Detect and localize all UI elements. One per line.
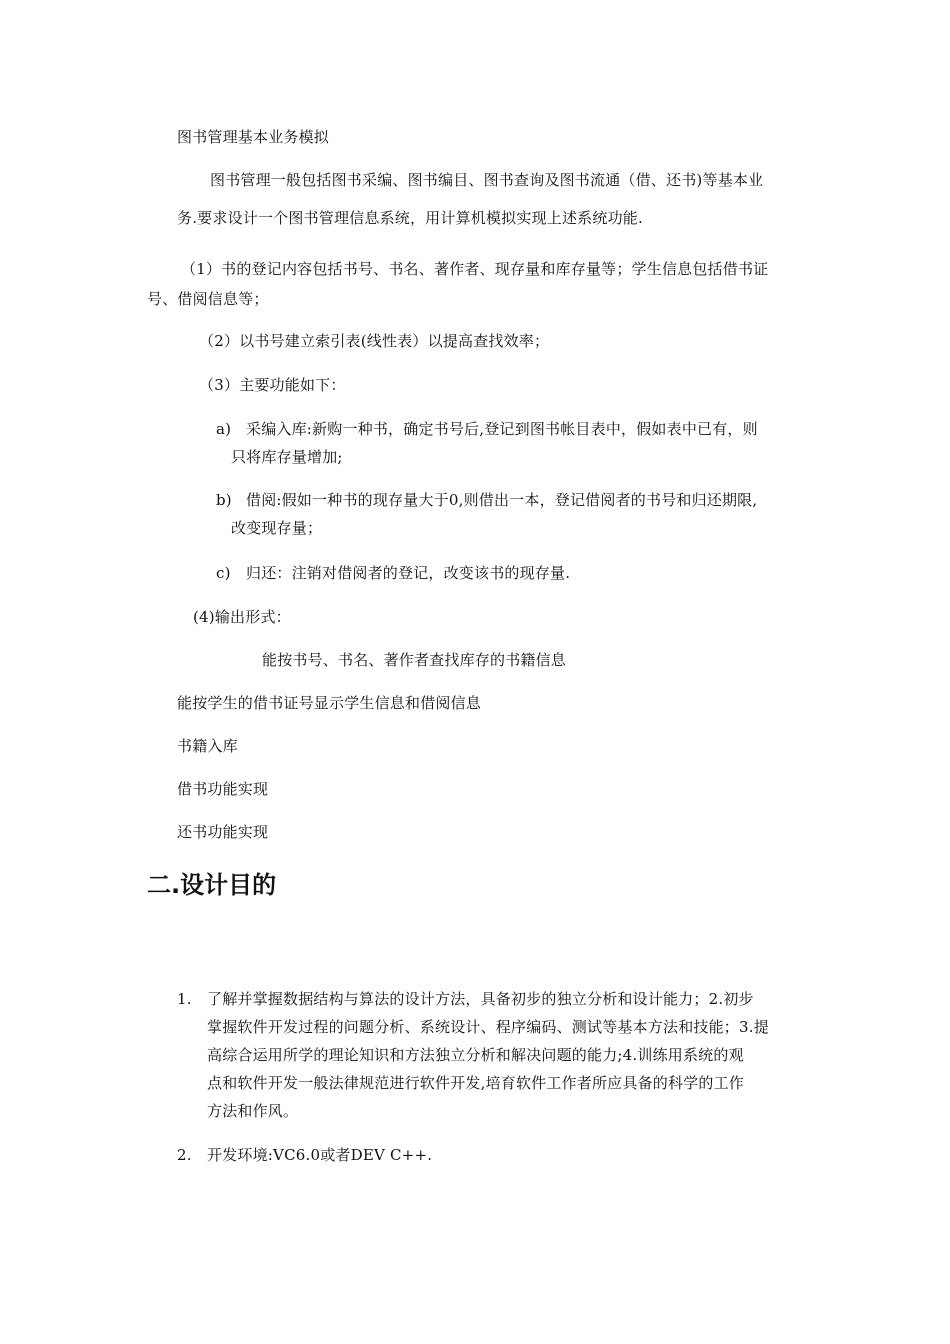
list-item-1-line-3: 高综合运用所学的理论知识和方法独立分析和解决问题的能力;4.训练用系统的观 [207,1046,744,1064]
requirement-2: （2）以书号建立索引表(线性表）以提高查找效率； [199,332,550,350]
section-heading: 二.设计目的 [147,871,277,899]
function-c-marker: c) [216,564,231,582]
requirement-3: （3）主要功能如下： [199,376,346,394]
output-item-5: 还书功能实现 [177,823,269,841]
intro-line-1: 图书管理一般包括图书采编、图书编目、图书查询及图书流通（借、还书)等基本业 [210,171,764,189]
function-c-line-1: 归还：注销对借阅者的登记，改变该书的现存量. [246,564,571,582]
doc-title-line: 图书管理基本业务模拟 [177,128,330,146]
output-item-1: 能按书号、书名、著作者查找库存的书籍信息 [262,651,567,669]
function-b-line-1: 借阅:假如一种书的现存量大于0,则借出一本，登记借阅者的书号和归还期限, [246,491,758,509]
requirement-4: (4)输出形式： [193,608,291,626]
requirement-1-line-2: 号、借阅信息等； [147,290,269,308]
intro-line-2: 务.要求设计一个图书管理信息系统，用计算机模拟实现上述系统功能. [177,209,643,227]
list-item-1-line-5: 方法和作风。 [207,1102,299,1120]
list-item-1-line-4: 点和软件开发一般法律规范进行软件开发,培育软件工作者所应具备的科学的工作 [207,1074,744,1092]
function-b-line-2: 改变现存量； [231,519,323,537]
function-a-line-1: 采编入库:新购一种书，确定书号后,登记到图书帐目表中，假如表中已有，则 [246,420,758,438]
list-item-2-marker: 2. [177,1146,192,1164]
list-item-1-line-1: 了解并掌握数据结构与算法的设计方法，具备初步的独立分析和设计能力；2.初步 [207,990,754,1008]
list-item-1-marker: 1. [177,990,192,1008]
output-item-4: 借书功能实现 [177,780,269,798]
output-item-3: 书籍入库 [177,737,238,755]
output-item-2: 能按学生的借书证号显示学生信息和借阅信息 [177,694,482,712]
function-a-line-2: 只将库存量增加; [231,448,343,466]
list-item-2-text: 开发环境:VC6.0或者DEV C++. [207,1146,433,1164]
list-item-1-line-2: 掌握软件开发过程的问题分析、系统设计、程序编码、测试等基本方法和技能；3.提 [207,1018,769,1036]
function-a-marker: a) [216,420,232,438]
function-b-marker: b) [216,491,232,509]
requirement-1-line-1: （1）书的登记内容包括书号、书名、著作者、现存量和库存量等；学生信息包括借书证 [181,260,769,278]
